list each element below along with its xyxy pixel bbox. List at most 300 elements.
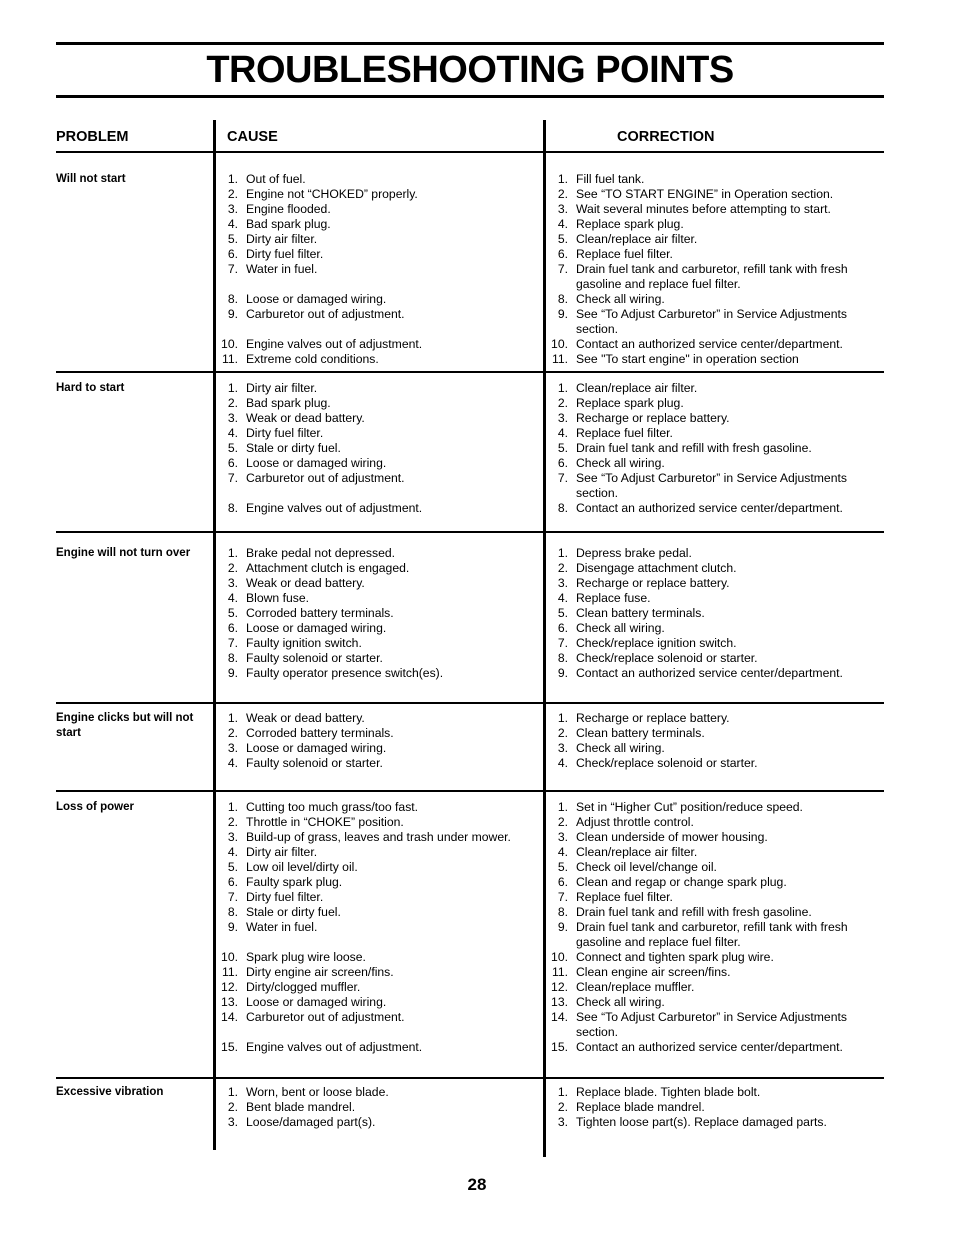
item-number: 3. <box>227 576 238 590</box>
item-number: 2. <box>227 561 238 575</box>
item-number: 7. <box>557 262 568 276</box>
cause-item <box>214 606 540 621</box>
item-number: 4. <box>557 756 568 770</box>
item-text: Carburetor out of adjustment. <box>246 307 405 321</box>
item-number: 3. <box>227 1115 238 1129</box>
item-number: 5. <box>227 232 238 246</box>
item-number: 2. <box>557 396 568 410</box>
item-text: Engine not “CHOKED” properly. <box>246 187 418 201</box>
item-number: 15. <box>551 1040 568 1054</box>
item-text: Weak or dead battery. <box>246 711 365 725</box>
correction-item <box>544 905 880 920</box>
cause-item <box>214 352 540 367</box>
item-number: 11. <box>221 965 238 979</box>
item-text: See “To Adjust Carburetor” in Service Adjustments section. <box>576 1010 847 1039</box>
correction-item <box>544 307 880 337</box>
item-text: Worn, bent or loose blade. <box>246 1085 389 1099</box>
item-number: 10. <box>551 950 568 964</box>
header-correction: CORRECTION <box>617 129 715 145</box>
problem-label: Engine clicks but will not start <box>56 712 194 739</box>
item-number: 2. <box>227 726 238 740</box>
item-text: Check all wiring. <box>576 621 665 635</box>
header-cause: CAUSE <box>227 129 278 145</box>
item-number: 8. <box>227 905 238 919</box>
item-text: Replace fuel filter. <box>576 426 673 440</box>
item-number: 1. <box>557 800 568 814</box>
item-number: 15. <box>221 1040 238 1054</box>
correction-item <box>544 471 880 501</box>
cause-item <box>214 456 540 471</box>
item-number: 11. <box>221 352 238 366</box>
cause-item <box>214 965 540 980</box>
section-divider <box>56 790 884 792</box>
item-text: Check/replace solenoid or starter. <box>576 651 758 665</box>
cause-item <box>214 756 540 771</box>
item-number: 2. <box>557 187 568 201</box>
cause-item <box>214 1085 540 1100</box>
item-text: Weak or dead battery. <box>246 411 365 425</box>
correction-item <box>544 830 880 845</box>
item-number: 1. <box>227 172 238 186</box>
correction-item <box>544 217 880 232</box>
item-text: Clean/replace air filter. <box>576 381 698 395</box>
correction-item <box>544 980 880 995</box>
cause-item <box>214 711 540 726</box>
item-number: 4. <box>227 426 238 440</box>
item-number: 2. <box>227 187 238 201</box>
item-text: Out of fuel. <box>246 172 306 186</box>
item-number: 6. <box>557 456 568 470</box>
cause-item <box>214 726 540 741</box>
cause-item <box>214 172 540 187</box>
item-number: 5. <box>557 232 568 246</box>
item-number: 8. <box>557 501 568 515</box>
correction-item <box>544 456 880 471</box>
correction-item <box>544 591 880 606</box>
correction-item <box>544 965 880 980</box>
item-number: 6. <box>227 875 238 889</box>
item-text: Engine valves out of adjustment. <box>246 501 423 515</box>
item-number: 2. <box>557 561 568 575</box>
item-text: See “TO START ENGINE” in Operation section. <box>576 187 834 201</box>
cause-item <box>214 396 540 411</box>
cause-item <box>214 292 540 307</box>
correction-item <box>544 411 880 426</box>
title-bottom-rule <box>56 95 884 98</box>
item-text: Build-up of grass, leaves and trash under mower. <box>246 830 511 844</box>
item-number: 4. <box>227 756 238 770</box>
item-text: Replace blade. Tighten blade bolt. <box>576 1085 761 1099</box>
correction-item <box>544 187 880 202</box>
item-number: 9. <box>557 920 568 934</box>
item-number: 5. <box>557 606 568 620</box>
item-text: Cutting too much grass/too fast. <box>246 800 419 814</box>
section-divider <box>56 531 884 533</box>
cause-item <box>214 651 540 666</box>
correction-item <box>544 815 880 830</box>
item-text: Attachment clutch is engaged. <box>246 561 410 575</box>
item-text: Blown fuse. <box>246 591 310 605</box>
item-text: Clean battery terminals. <box>576 726 705 740</box>
correction-item <box>544 501 880 516</box>
item-number: 3. <box>227 830 238 844</box>
item-number: 3. <box>227 741 238 755</box>
cause-item <box>214 187 540 202</box>
item-text: Replace fuse. <box>576 591 651 605</box>
item-text: Faulty solenoid or starter. <box>246 651 383 665</box>
item-text: Wait several minutes before attempting to start. <box>576 202 831 216</box>
cause-item <box>214 441 540 456</box>
item-text: Drain fuel tank and carburetor, refill tank with fresh gasoline and replace fuel filter. <box>576 262 848 291</box>
correction-item <box>544 741 880 756</box>
item-number: 1. <box>227 800 238 814</box>
item-text: Contact an authorized service center/department. <box>576 501 843 515</box>
cause-item <box>214 860 540 875</box>
item-number: 9. <box>227 666 238 680</box>
cause-item <box>214 980 540 995</box>
correction-item <box>544 800 880 815</box>
correction-item <box>544 292 880 307</box>
item-number: 14. <box>551 1010 568 1024</box>
correction-item <box>544 396 880 411</box>
problem-label: Hard to start <box>56 382 125 394</box>
cause-item <box>214 830 540 845</box>
item-number: 3. <box>557 1115 568 1129</box>
item-number: 7. <box>557 890 568 904</box>
correction-item <box>544 232 880 247</box>
item-text: Replace spark plug. <box>576 396 684 410</box>
problem-label: Excessive vibration <box>56 1086 164 1098</box>
cause-item <box>214 232 540 247</box>
item-number: 1. <box>227 711 238 725</box>
section-divider <box>56 1077 884 1079</box>
item-number: 11. <box>551 965 568 979</box>
item-text: Weak or dead battery. <box>246 576 365 590</box>
correction-item <box>544 950 880 965</box>
item-number: 3. <box>557 202 568 216</box>
item-number: 4. <box>227 591 238 605</box>
item-number: 7. <box>557 636 568 650</box>
item-number: 6. <box>227 456 238 470</box>
correction-item <box>544 426 880 441</box>
item-text: Water in fuel. <box>246 920 318 934</box>
cause-item <box>214 576 540 591</box>
item-number: 6. <box>557 621 568 635</box>
cause-item <box>214 561 540 576</box>
cause-item <box>214 1115 540 1130</box>
cause-item <box>214 815 540 830</box>
correction-item <box>544 1100 880 1115</box>
item-number: 1. <box>227 1085 238 1099</box>
item-text: Adjust throttle control. <box>576 815 694 829</box>
correction-item <box>544 651 880 666</box>
correction-item <box>544 621 880 636</box>
cause-item <box>214 1010 540 1025</box>
cause-item <box>214 666 540 681</box>
item-text: Contact an authorized service center/department. <box>576 337 843 351</box>
item-text: Extreme cold conditions. <box>246 352 379 366</box>
item-text: Dirty engine air screen/fins. <box>246 965 394 979</box>
correction-item <box>544 666 880 681</box>
cause-item <box>214 950 540 965</box>
cause-item <box>214 636 540 651</box>
problem-label: Will not start <box>56 173 126 185</box>
item-text: Brake pedal not depressed. <box>246 546 396 560</box>
item-text: Corroded battery terminals. <box>246 606 394 620</box>
item-text: Dirty fuel filter. <box>246 426 324 440</box>
item-number: 10. <box>221 950 238 964</box>
item-number: 2. <box>557 815 568 829</box>
title-top-rule <box>56 42 884 45</box>
section-divider <box>56 702 884 704</box>
page-title: TROUBLESHOOTING POINTS <box>206 49 734 91</box>
item-text: Check/replace ignition switch. <box>576 636 737 650</box>
item-text: Loose or damaged wiring. <box>246 995 387 1009</box>
item-text: Dirty/clogged muffler. <box>246 980 361 994</box>
item-text: Recharge or replace battery. <box>576 711 730 725</box>
item-number: 1. <box>557 546 568 560</box>
item-text: Contact an authorized service center/department. <box>576 1040 843 1054</box>
correction-item <box>544 860 880 875</box>
item-text: Bad spark plug. <box>246 396 331 410</box>
item-text: Loose or damaged wiring. <box>246 741 387 755</box>
cause-item <box>214 1100 540 1115</box>
header-rule <box>56 151 884 153</box>
item-number: 8. <box>557 292 568 306</box>
correction-item <box>544 920 880 950</box>
item-text: Dirty air filter. <box>246 845 318 859</box>
item-number: 6. <box>227 247 238 261</box>
correction-item <box>544 711 880 726</box>
cause-item <box>214 426 540 441</box>
item-text: Recharge or replace battery. <box>576 576 730 590</box>
item-number: 8. <box>227 292 238 306</box>
item-number: 6. <box>557 247 568 261</box>
item-number: 5. <box>557 860 568 874</box>
correction-item <box>544 337 880 352</box>
item-text: See “To Adjust Carburetor” in Service Adjustments section. <box>576 471 847 500</box>
cause-item <box>214 381 540 396</box>
item-text: Carburetor out of adjustment. <box>246 1010 405 1024</box>
item-text: Check all wiring. <box>576 456 665 470</box>
item-number: 6. <box>557 875 568 889</box>
item-number: 7. <box>227 262 238 276</box>
item-number: 5. <box>227 860 238 874</box>
item-number: 8. <box>227 501 238 515</box>
cause-item <box>214 621 540 636</box>
item-text: See “To Adjust Carburetor” in Service Adjustments section. <box>576 307 847 336</box>
item-text: Check all wiring. <box>576 292 665 306</box>
item-number: 14. <box>221 1010 238 1024</box>
correction-item <box>544 576 880 591</box>
problem-label: Loss of power <box>56 801 134 813</box>
correction-item <box>544 1085 880 1100</box>
item-text: Replace blade mandrel. <box>576 1100 705 1114</box>
cause-item <box>214 411 540 426</box>
item-text: Corroded battery terminals. <box>246 726 394 740</box>
correction-item <box>544 561 880 576</box>
item-text: Dirty fuel filter. <box>246 247 324 261</box>
correction-item <box>544 636 880 651</box>
item-text: Check/replace solenoid or starter. <box>576 756 758 770</box>
correction-item <box>544 441 880 456</box>
item-text: Connect and tighten spark plug wire. <box>576 950 774 964</box>
item-text: Faulty operator presence switch(es). <box>246 666 444 680</box>
item-text: Loose/damaged part(s). <box>246 1115 376 1129</box>
correction-item <box>544 890 880 905</box>
item-number: 3. <box>557 741 568 755</box>
correction-item <box>544 1040 880 1055</box>
item-number: 1. <box>557 711 568 725</box>
item-number: 12. <box>221 980 238 994</box>
item-number: 9. <box>557 307 568 321</box>
item-number: 1. <box>557 381 568 395</box>
cause-item <box>214 307 540 322</box>
cause-item <box>214 875 540 890</box>
item-number: 13. <box>551 995 568 1009</box>
item-text: Throttle in “CHOKE” position. <box>246 815 404 829</box>
item-number: 1. <box>227 381 238 395</box>
item-text: Replace fuel filter. <box>576 890 673 904</box>
item-text: Clean/replace muffler. <box>576 980 695 994</box>
item-number: 8. <box>557 651 568 665</box>
cause-item <box>214 1040 540 1055</box>
item-number: 2. <box>227 1100 238 1114</box>
cause-item <box>214 905 540 920</box>
item-text: Recharge or replace battery. <box>576 411 730 425</box>
item-number: 4. <box>557 217 568 231</box>
correction-item <box>544 606 880 621</box>
cause-item <box>214 741 540 756</box>
item-number: 7. <box>557 471 568 485</box>
item-number: 6. <box>227 621 238 635</box>
item-text: Clean battery terminals. <box>576 606 705 620</box>
section-divider <box>56 371 884 373</box>
correction-item <box>544 1115 880 1130</box>
correction-item <box>544 247 880 262</box>
item-number: 5. <box>557 441 568 455</box>
cause-item <box>214 337 540 352</box>
item-text: Check oil level/change oil. <box>576 860 717 874</box>
cause-item <box>214 995 540 1010</box>
item-number: 3. <box>557 411 568 425</box>
item-text: Set in “Higher Cut” position/reduce speed. <box>576 800 803 814</box>
item-number: 4. <box>227 217 238 231</box>
item-text: Loose or damaged wiring. <box>246 621 387 635</box>
item-text: Replace spark plug. <box>576 217 684 231</box>
item-number: 12. <box>551 980 568 994</box>
item-number: 7. <box>227 636 238 650</box>
item-number: 1. <box>557 1085 568 1099</box>
item-text: Bad spark plug. <box>246 217 331 231</box>
item-number: 10. <box>221 337 238 351</box>
item-text: Check all wiring. <box>576 995 665 1009</box>
item-text: Loose or damaged wiring. <box>246 456 387 470</box>
item-number: 9. <box>227 307 238 321</box>
item-number: 1. <box>557 172 568 186</box>
item-number: 2. <box>227 396 238 410</box>
correction-item <box>544 756 880 771</box>
item-number: 5. <box>227 441 238 455</box>
item-text: Disengage attachment clutch. <box>576 561 737 575</box>
item-text: See "To start engine" in operation section <box>576 352 799 366</box>
item-text: Clean/replace air filter. <box>576 232 698 246</box>
cause-item <box>214 202 540 217</box>
correction-item <box>544 845 880 860</box>
item-number: 8. <box>557 905 568 919</box>
item-text: Clean/replace air filter. <box>576 845 698 859</box>
item-text: Tighten loose part(s). Replace damaged parts. <box>576 1115 827 1129</box>
item-number: 3. <box>227 202 238 216</box>
item-text: Low oil level/dirty oil. <box>246 860 358 874</box>
item-number: 13. <box>221 995 238 1009</box>
cause-item <box>214 890 540 905</box>
item-text: Loose or damaged wiring. <box>246 292 387 306</box>
correction-item <box>544 381 880 396</box>
correction-item <box>544 352 880 367</box>
item-text: Clean underside of mower housing. <box>576 830 768 844</box>
page-number: 28 <box>467 1175 487 1194</box>
item-text: Drain fuel tank and carburetor, refill tank with fresh gasoline and replace fuel filter. <box>576 920 848 949</box>
item-text: Faulty ignition switch. <box>246 636 362 650</box>
correction-item <box>544 172 880 187</box>
cause-item <box>214 471 540 486</box>
item-text: Check all wiring. <box>576 741 665 755</box>
item-number: 5. <box>227 606 238 620</box>
item-text: Spark plug wire loose. <box>246 950 366 964</box>
correction-item <box>544 262 880 292</box>
item-text: Engine flooded. <box>246 202 331 216</box>
item-text: Stale or dirty fuel. <box>246 905 341 919</box>
item-number: 4. <box>557 845 568 859</box>
item-text: Bent blade mandrel. <box>246 1100 356 1114</box>
item-text: Carburetor out of adjustment. <box>246 471 405 485</box>
cause-item <box>214 920 540 935</box>
item-number: 3. <box>557 830 568 844</box>
cause-item <box>214 262 540 277</box>
cause-item <box>214 501 540 516</box>
item-text: Drain fuel tank and refill with fresh gasoline. <box>576 441 812 455</box>
item-text: Replace fuel filter. <box>576 247 673 261</box>
item-number: 10. <box>551 337 568 351</box>
cause-item <box>214 800 540 815</box>
item-text: Faulty solenoid or starter. <box>246 756 383 770</box>
item-text: Dirty fuel filter. <box>246 890 324 904</box>
header-problem: PROBLEM <box>56 129 129 145</box>
item-text: Engine valves out of adjustment. <box>246 1040 423 1054</box>
cause-item <box>214 217 540 232</box>
item-text: Dirty air filter. <box>246 232 318 246</box>
item-text: Engine valves out of adjustment. <box>246 337 423 351</box>
item-text: Clean and regap or change spark plug. <box>576 875 787 889</box>
problem-label: Engine will not turn over <box>56 547 191 559</box>
item-number: 7. <box>227 890 238 904</box>
item-text: Drain fuel tank and refill with fresh gasoline. <box>576 905 812 919</box>
item-number: 2. <box>227 815 238 829</box>
item-text: Contact an authorized service center/department. <box>576 666 843 680</box>
item-number: 2. <box>557 1100 568 1114</box>
item-number: 4. <box>557 426 568 440</box>
item-number: 11. <box>551 352 568 366</box>
item-number: 9. <box>557 666 568 680</box>
correction-item <box>544 546 880 561</box>
item-number: 8. <box>227 651 238 665</box>
cause-item <box>214 247 540 262</box>
item-number: 4. <box>557 591 568 605</box>
item-text: Clean engine air screen/fins. <box>576 965 731 979</box>
cause-item <box>214 591 540 606</box>
item-number: 2. <box>557 726 568 740</box>
